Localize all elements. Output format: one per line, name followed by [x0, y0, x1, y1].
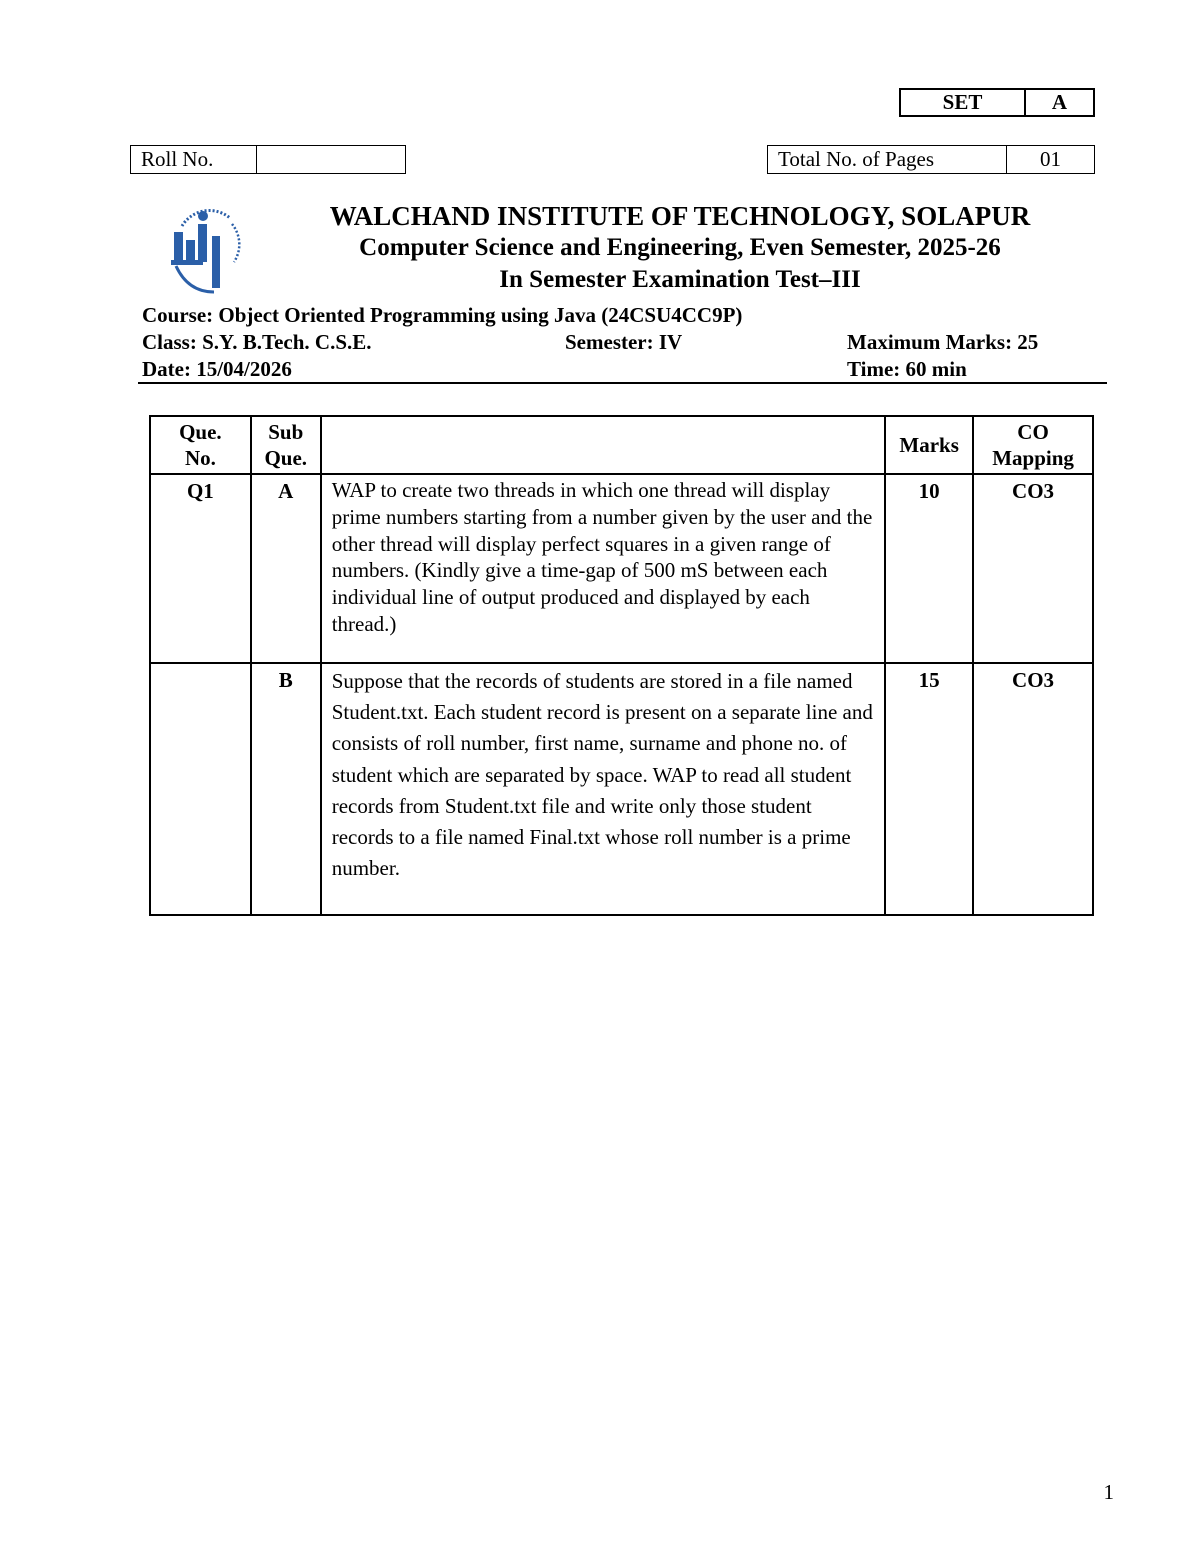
- total-pages-box: [767, 145, 1095, 174]
- question-table: [149, 415, 1094, 916]
- set-box: [899, 88, 1095, 117]
- co-value: CO3: [973, 663, 1093, 915]
- co-value: CO3: [973, 474, 1093, 663]
- max-marks-line: Maximum Marks: 25: [847, 330, 1039, 354]
- question-text: WAP to create two threads in which one thread will display prime numbers starting from a number given by the user and the other thread will display perfect squares in a given range of numbers. (Kindly give a time-gap of 500 mS between each individual line of output produced and displayed by each thread.): [321, 474, 885, 663]
- total-pages-value: 01: [1040, 147, 1061, 171]
- marks-value: 10: [885, 474, 973, 663]
- que-number: [150, 663, 251, 915]
- table-row: [150, 663, 1093, 915]
- roll-number-field: [257, 146, 405, 173]
- table-row: [150, 474, 1093, 663]
- question-text: Suppose that the records of students are stored in a file named Student.txt. Each student record is present on a separate line and consists of roll number, first name, surname and phone no. of student which are separated by space. WAP to read all student records from Student.txt file and write only those student records to a file named Final.txt whose roll number is a prime number.: [321, 663, 885, 915]
- set-value: A: [1051, 90, 1068, 114]
- set-label: SET: [901, 90, 1026, 115]
- header-divider: [138, 382, 1107, 384]
- marks-value: 15: [885, 663, 973, 915]
- roll-number-label: Roll No.: [131, 146, 257, 173]
- semester-line: Semester: IV: [565, 330, 683, 354]
- institute-logo-icon: [168, 196, 244, 296]
- time-line: Time: 60 min: [847, 357, 967, 381]
- class-line: Class: S.Y. B.Tech. C.S.E.: [142, 330, 372, 354]
- table-header-row: [150, 416, 1093, 474]
- institute-name: WALCHAND INSTITUTE OF TECHNOLOGY, SOLAPUR: [329, 201, 1031, 231]
- sub-que: B: [251, 663, 321, 915]
- exam-title: In Semester Examination Test–III: [499, 266, 861, 293]
- header-que-no: Que. No.: [150, 416, 251, 474]
- header-sub-que: Sub Que.: [251, 416, 321, 474]
- exam-header: [250, 200, 1110, 296]
- header-co-mapping: CO Mapping: [973, 416, 1093, 474]
- total-pages-label: Total No. of Pages: [768, 146, 1007, 173]
- course-line: Course: Object Oriented Programming using Java (24CSU4CC9P): [142, 303, 743, 327]
- page-number: 1: [1103, 1480, 1114, 1504]
- header-marks: Marks: [885, 416, 973, 474]
- roll-number-box: [130, 145, 406, 174]
- date-line: Date: 15/04/2026: [142, 357, 292, 381]
- header-question: [321, 416, 885, 474]
- department-title: Computer Science and Engineering, Even Semester, 2025-26: [359, 234, 1001, 261]
- que-number: Q1: [150, 474, 251, 663]
- sub-que: A: [251, 474, 321, 663]
